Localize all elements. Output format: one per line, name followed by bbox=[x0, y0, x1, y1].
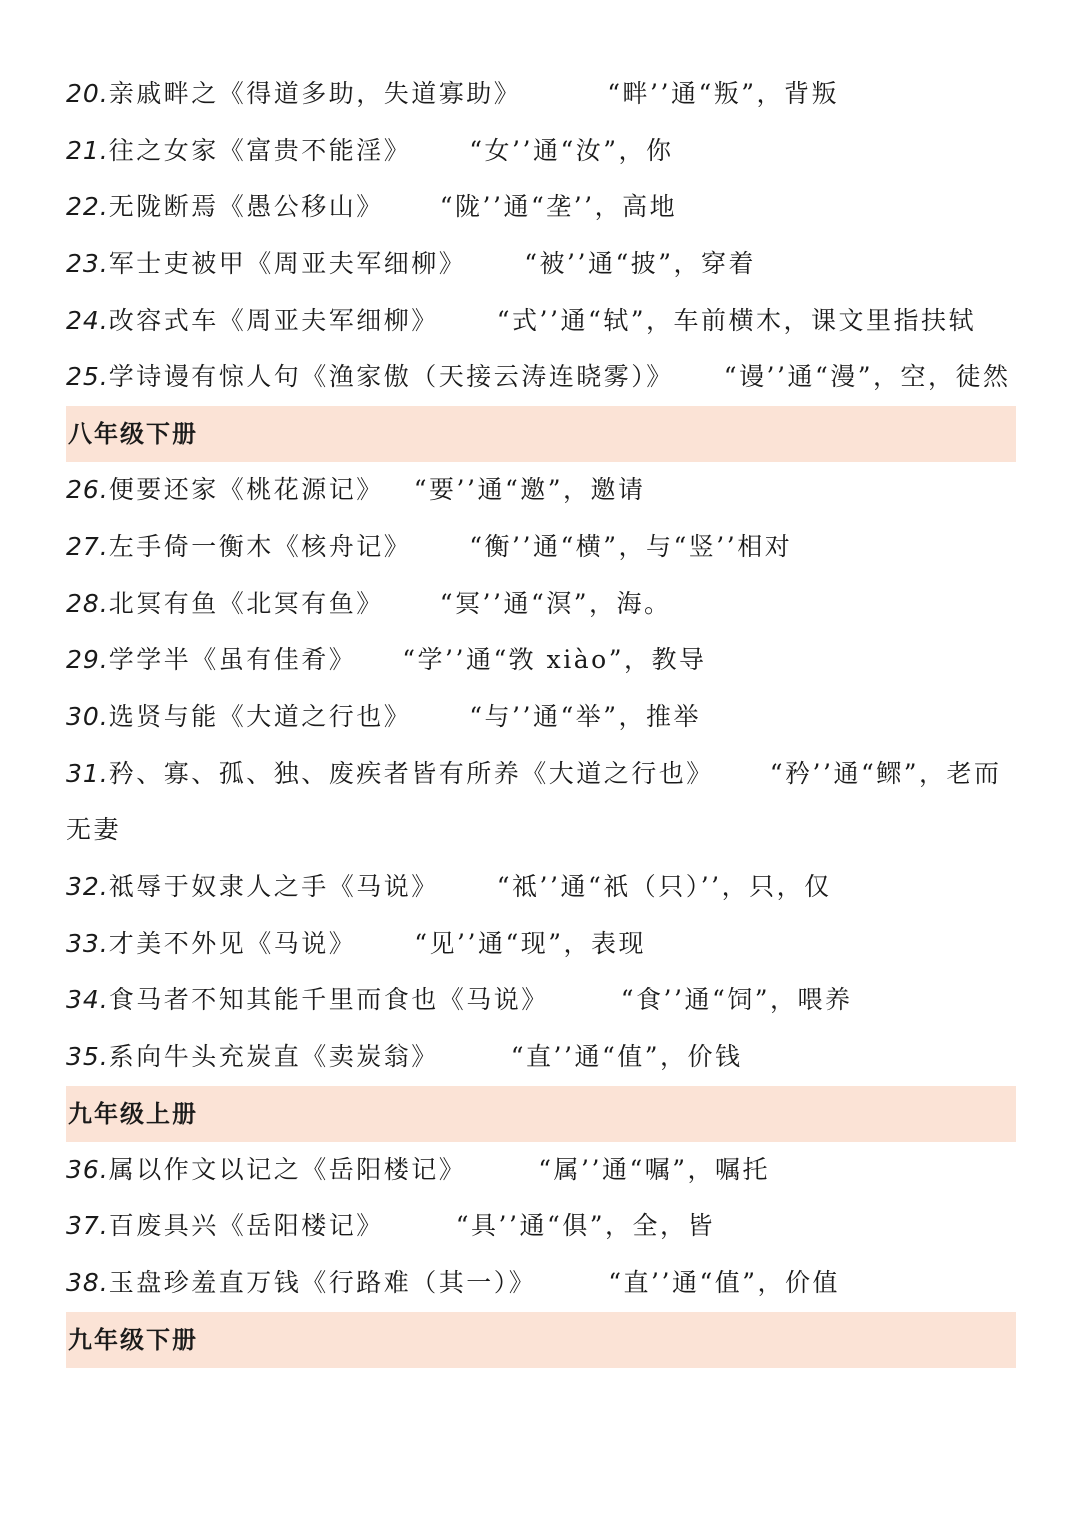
item-note: “见’’通“现”，表现 bbox=[414, 928, 647, 958]
item-note: “学’’通“敩 xiào”，教导 bbox=[402, 645, 707, 675]
list-item bbox=[66, 519, 1016, 576]
item-text: 无陇断焉《愚公移山》 bbox=[108, 192, 384, 222]
item-note: “陇’’通“垄’’，高地 bbox=[439, 192, 678, 222]
item-number: 25. bbox=[66, 362, 109, 392]
item-text: 选贤与能《大道之行也》 bbox=[108, 701, 412, 731]
item-text: 玉盘珍羞直万钱《行路难（其一）》 bbox=[108, 1268, 537, 1298]
list-item bbox=[66, 123, 1016, 180]
document-page bbox=[66, 66, 1016, 1368]
list-item bbox=[66, 349, 1016, 406]
list-item bbox=[66, 293, 1016, 350]
item-text: 属以作文以记之《岳阳楼记》 bbox=[108, 1154, 467, 1184]
item-text: 北冥有鱼《北冥有鱼》 bbox=[108, 588, 384, 618]
list-item bbox=[66, 462, 1016, 519]
item-number: 27. bbox=[66, 531, 109, 561]
item-note: “谩’’通“漫”，空，徒然 bbox=[723, 362, 1011, 392]
item-note: “与’’通“举”，推举 bbox=[469, 701, 702, 731]
item-text: 改容式车《周亚夫军细柳》 bbox=[108, 305, 439, 335]
item-number: 31. bbox=[66, 758, 109, 788]
item-number: 38. bbox=[66, 1268, 109, 1298]
item-number: 33. bbox=[66, 928, 109, 958]
item-note: “女’’通“汝”，你 bbox=[469, 135, 674, 165]
item-number: 30. bbox=[66, 701, 109, 731]
list-item bbox=[66, 1198, 1016, 1255]
entry-group bbox=[66, 462, 1016, 745]
item-number: 35. bbox=[66, 1042, 109, 1072]
item-text: 才美不外见《马说》 bbox=[108, 928, 357, 958]
item-number: 32. bbox=[66, 871, 109, 901]
entry-group bbox=[66, 66, 1016, 349]
item-number: 20. bbox=[66, 79, 109, 108]
item-text: 左手倚一衡木《核舟记》 bbox=[108, 531, 412, 561]
entry-group bbox=[66, 859, 1016, 1086]
item-text: 食马者不知其能千里而食也《马说》 bbox=[108, 985, 549, 1015]
item-number: 22. bbox=[66, 192, 109, 222]
item-note: “畔’’通“叛”，背叛 bbox=[607, 79, 840, 108]
item-note: “食’’通“饲”，喂养 bbox=[620, 985, 853, 1015]
item-note: “属’’通“嘱”，嘱托 bbox=[538, 1154, 771, 1184]
item-note: “式’’通“轼”，车前横木，课文里指扶轼 bbox=[496, 305, 977, 335]
list-item bbox=[66, 859, 1016, 916]
section-heading: 九年级上册 bbox=[66, 1086, 1016, 1142]
list-item bbox=[66, 576, 1016, 633]
item-number: 36. bbox=[66, 1154, 109, 1184]
item-note: “冥’’通“溟”，海。 bbox=[439, 588, 672, 618]
item-text: 亲戚畔之《得道多助，失道寡助》 bbox=[108, 79, 522, 108]
item-note: “被’’通“披”，穿着 bbox=[524, 249, 757, 279]
item-number: 24. bbox=[66, 305, 109, 335]
section-heading: 九年级下册 bbox=[66, 1312, 1016, 1368]
item-number: 21. bbox=[66, 135, 109, 165]
item-note: “衡’’通“横”，与“竖’’相对 bbox=[469, 531, 793, 561]
item-note: “祗’’通“祇（只）’’，只，仅 bbox=[496, 871, 832, 901]
item-note: “直’’通“值”，价值 bbox=[608, 1268, 841, 1298]
item-number: 28. bbox=[66, 588, 109, 618]
item-number: 29. bbox=[66, 645, 109, 675]
item-text: 百废具兴《岳阳楼记》 bbox=[108, 1211, 384, 1241]
list-item bbox=[66, 236, 1016, 293]
section-heading: 八年级下册 bbox=[66, 406, 1016, 462]
item-note: “直’’通“值”，价钱 bbox=[510, 1042, 743, 1072]
entry-group bbox=[66, 1142, 1016, 1312]
item-text: 学学半《虽有佳肴》 bbox=[108, 645, 357, 675]
list-item bbox=[66, 916, 1016, 973]
item-number: 37. bbox=[66, 1211, 109, 1241]
list-item bbox=[66, 746, 1016, 859]
list-item bbox=[66, 689, 1016, 746]
list-item bbox=[66, 1029, 1016, 1086]
item-text: 学诗谩有惊人句《渔家傲（天接云涛连晓雾）》 bbox=[108, 362, 674, 392]
item-text: 便要还家《桃花源记》 bbox=[108, 475, 384, 505]
list-item bbox=[66, 66, 1016, 123]
item-note: “矜’’通“鳏”，老而无妻 bbox=[66, 758, 1002, 845]
item-number: 26. bbox=[66, 475, 109, 505]
item-text: 军士吏被甲《周亚夫军细柳》 bbox=[108, 249, 467, 279]
item-note: “要’’通“邀”，邀请 bbox=[413, 475, 646, 505]
list-item bbox=[66, 1142, 1016, 1199]
list-item bbox=[66, 972, 1016, 1029]
list-item bbox=[66, 632, 1016, 689]
list-item bbox=[66, 1255, 1016, 1312]
item-text: 祗辱于奴隶人之手《马说》 bbox=[108, 871, 439, 901]
item-note: “具’’通“俱”，全，皆 bbox=[455, 1211, 716, 1241]
item-text: 往之女家《富贵不能淫》 bbox=[108, 135, 412, 165]
item-number: 23. bbox=[66, 249, 109, 279]
item-number: 34. bbox=[66, 985, 109, 1015]
item-text: 系向牛头充炭直《卖炭翁》 bbox=[108, 1042, 439, 1072]
item-text: 矜、寡、孤、独、废疾者皆有所养《大道之行也》 bbox=[108, 758, 714, 788]
list-item bbox=[66, 179, 1016, 236]
